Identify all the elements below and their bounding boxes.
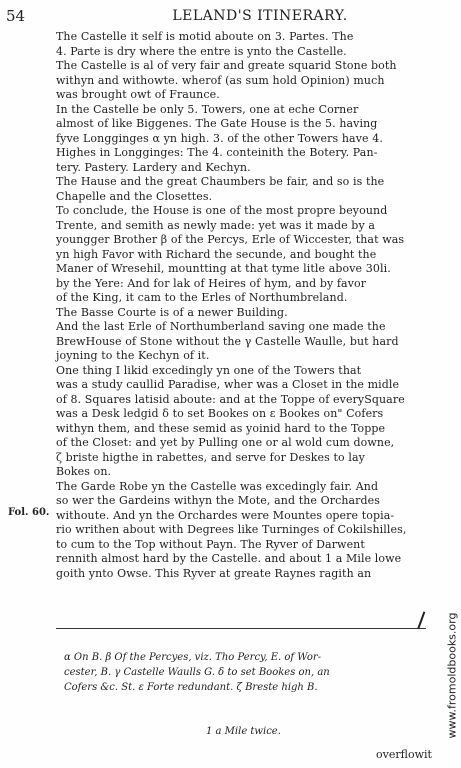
text-line: To conclude, the House is one of the most propre beyound [56, 204, 388, 217]
watermark [444, 585, 460, 765]
footnote-line: Cofers &c. St. ε Forte redundant. ζ Breste high B. [64, 682, 318, 693]
footnotes [64, 650, 444, 695]
text-line: 4. Parte is dry where the entre is ynto the Castelle. [56, 44, 347, 58]
text-line: by the Yere: And for lak of Heires of hym, and by favor [56, 276, 367, 290]
text-line: The Castelle it self is motid aboute on 3. Partes. The [56, 30, 354, 43]
folio-margin-note: Fol. 60. [8, 507, 50, 518]
text-line: withyn and withowte. wherof (as sum hold Opinion) much [56, 73, 385, 87]
paragraph [56, 320, 452, 364]
paragraph [56, 30, 452, 59]
text-line: youngger Brother β of the Percys, Erle of Wiccester, that was [56, 233, 405, 246]
text-line: almost of like Biggenes. The Gate House is the 5. having [56, 117, 378, 130]
text-line: And the last Erle of Northumberland saving one made the [56, 320, 386, 333]
paragraph [56, 364, 452, 480]
footnote-line: cester, B. γ Castelle Waulls G. δ to set Bookes on, an [64, 667, 330, 678]
paragraph [56, 204, 452, 306]
text-line: Bokes on. [56, 465, 112, 478]
text-line: rennith almost hard by the Castelle. and about 1 a Mile lowe [56, 552, 402, 565]
text-line: tery. Pastery. Lardery and Kechyn. [56, 160, 251, 174]
text-line: withyn them, and these semid as yoinid hard to the Toppe [56, 421, 386, 435]
watermark-text: www.fromoldbooks.org [445, 612, 459, 738]
text-line: joyning to the Kechyn of it. [56, 349, 210, 362]
paragraph [56, 103, 452, 176]
footnote-line: α On B. β Of the Percyes, viz. Tho Percy, E. of Wor- [64, 652, 322, 663]
paragraph [56, 175, 452, 204]
footnote-rule [56, 628, 426, 629]
catchword: overflowit [376, 748, 432, 761]
text-line: yn high Favor with Richard the secunde, and bought the [56, 247, 377, 261]
text-line: In the Castelle be only 5. Towers, one at eche Corner [56, 102, 359, 116]
text-line: Highes in Longginges: The 4. conteinith the Botery. Pan- [56, 146, 378, 159]
text-line: was brought owt of Fraunce. [56, 88, 220, 101]
text-line: of the King, it cam to the Erles of Northumbreland. [56, 291, 348, 304]
text-line: withoute. And yn the Orchardes were Mountes opere topia- [56, 508, 395, 522]
text-line: The Castelle is al of very fair and greate squarid Stone both [56, 59, 397, 72]
text-line: to cum to the Top without Payn. The Ryver of Darwent [56, 537, 365, 551]
text-line: goith ynto Owse. This Ryver at greate Raynes ragith an [56, 566, 372, 580]
text-line: The Hause and the great Chaumbers be fair, and so is the [56, 175, 385, 188]
ink-mark [417, 611, 434, 632]
paragraph [56, 480, 452, 582]
text-line: The Garde Robe yn the Castelle was excedingly fair. And [56, 479, 379, 493]
text-line: of the Closet: and yet by Pulling one or al wold cum downe, [56, 436, 395, 449]
text-line: rio writhen about with Degrees like Turninges of Cokilshilles, [56, 523, 407, 536]
running-title: LELAND'S ITINERARY. [172, 8, 348, 24]
text-line: The Basse Courte is of a newer Building. [56, 305, 288, 319]
paragraph [56, 306, 452, 321]
text-line: Trente, and semith as newly made: yet was it made by a [56, 218, 376, 232]
text-line: was a Desk ledgid δ to set Bookes on ε Bookes on" Cofers [56, 407, 384, 420]
text-line: fyve Longginges α yn high. 3. of the other Towers have 4. [56, 131, 383, 145]
sub-footnote: 1 a Mile twice. [206, 726, 281, 737]
text-line: so wer the Gardeins withyn the Mote, and the Orchardes [56, 494, 381, 507]
page-number: 54 [6, 7, 26, 25]
text-line: Chapelle and the Closettes. [56, 189, 213, 203]
text-line: Maner of Wresehil, mountting at that tyme litle above 30li. [56, 262, 391, 275]
text-line: was a study caullid Paradise, wher was a Closet in the midle [56, 378, 400, 391]
text-line: One thing I likid excedingly yn one of the Towers that [56, 363, 362, 377]
text-line: BrewHouse of Stone without the γ Castelle Waulle, but hard [56, 334, 399, 348]
text-line: ζ briste higthe in rabettes, and serve for Deskes to lay [56, 450, 365, 464]
text-line: of 8. Squares latisid aboute: and at the Toppe of everySquare [56, 392, 405, 406]
body-text [56, 30, 452, 581]
paragraph [56, 59, 452, 103]
